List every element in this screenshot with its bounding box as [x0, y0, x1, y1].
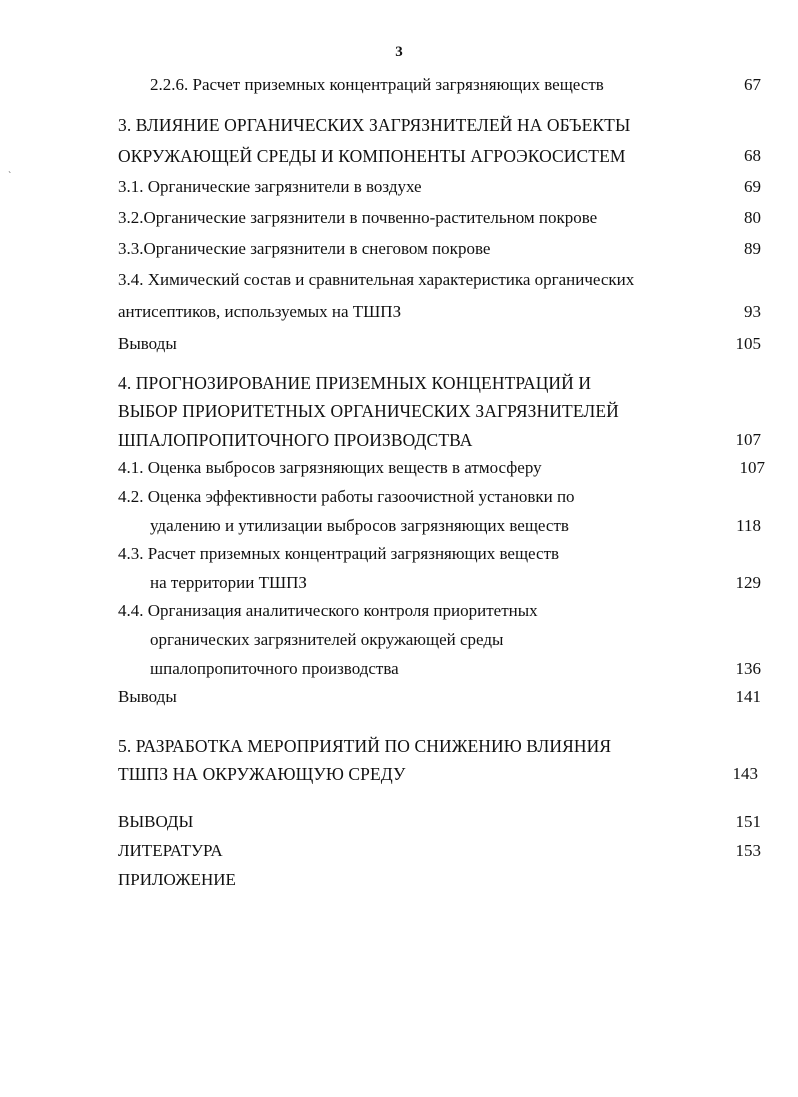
toc-entry-title: антисептиков, используемых на ТШПЗ	[118, 302, 402, 321]
toc-entry-title: 3.1. Органические загрязнители в воздухе	[118, 177, 422, 196]
toc-entry	[0, 143, 798, 169]
toc-entry	[0, 331, 798, 357]
toc-entry	[0, 656, 798, 682]
toc-entry-title: ТШПЗ НА ОКРУЖАЮЩУЮ СРЕДУ	[118, 764, 406, 784]
toc-entry-title: 4.1. Оценка выбросов загрязняющих веществ в атмосферу	[118, 458, 542, 477]
toc-entry	[0, 370, 798, 396]
toc-entry-title: 4.3. Расчет приземных концентраций загрязняющих веществ	[118, 544, 560, 563]
toc-entry-title: 3. ВЛИЯНИЕ ОРГАНИЧЕСКИХ ЗАГРЯЗНИТЕЛЕЙ НА ОБЪЕКТЫ	[118, 115, 631, 135]
toc-entry	[0, 299, 798, 325]
toc-entry-title: 3.4. Химический состав и сравнительная характеристика органических	[118, 270, 635, 289]
toc-entry-page: 141	[735, 687, 761, 706]
toc-entry	[0, 838, 798, 864]
toc-entry-page: 129	[735, 573, 761, 592]
toc-entry	[0, 513, 798, 539]
toc-entry-title: органических загрязнителей окружающей среды	[150, 630, 504, 649]
toc-entry	[0, 267, 798, 293]
toc-entry	[0, 398, 798, 424]
toc-entry-title: на территории ТШПЗ	[150, 573, 307, 592]
toc-entry	[0, 867, 798, 893]
toc-entry	[0, 809, 798, 835]
toc-entry-title: 4.2. Оценка эффективности работы газоочистной установки по	[118, 487, 575, 506]
toc-entry-page: 93	[744, 302, 761, 321]
toc-entry-title: 4. ПРОГНОЗИРОВАНИЕ ПРИЗЕМНЫХ КОНЦЕНТРАЦИЙ И	[118, 373, 592, 393]
toc-entry-page: 107	[739, 458, 765, 477]
toc-entry	[0, 570, 798, 596]
toc-entry-page: 68	[744, 146, 761, 165]
toc-entry	[0, 455, 798, 481]
page-number: 3	[395, 44, 403, 60]
toc-entry	[0, 112, 798, 138]
toc-entry-title: ШПАЛОПРОПИТОЧНОГО ПРОИЗВОДСТВА	[118, 430, 473, 450]
toc-entry-page: 107	[735, 430, 761, 449]
toc-entry-title: 2.2.6. Расчет приземных концентраций загрязняющих веществ	[150, 75, 604, 94]
toc-entry-title: Выводы	[118, 334, 177, 353]
toc-entry	[0, 236, 798, 262]
toc-entry	[0, 627, 798, 653]
toc-entry	[0, 684, 798, 710]
toc-entry-title: удалению и утилизации выбросов загрязняющих веществ	[150, 516, 569, 535]
toc-entry-page: 80	[744, 208, 761, 227]
toc-entry-title: ЛИТЕРАТУРА	[118, 841, 223, 860]
toc-entry-title: ВЫБОР ПРИОРИТЕТНЫХ ОРГАНИЧЕСКИХ ЗАГРЯЗНИТЕЛЕЙ	[118, 401, 619, 421]
toc-entry-title: Выводы	[118, 687, 177, 706]
toc-entry	[0, 72, 798, 98]
toc-entry	[0, 427, 798, 453]
toc-entry	[0, 761, 798, 787]
toc-entry-title: 5. РАЗРАБОТКА МЕРОПРИЯТИЙ ПО СНИЖЕНИЮ ВЛИЯНИЯ	[118, 736, 612, 756]
toc-entry-title: шпалопропиточного производства	[150, 659, 399, 678]
toc-entry-page: 118	[736, 516, 761, 535]
scan-mark: `	[8, 171, 12, 182]
toc-entry-title: 3.2.Органические загрязнители в почвенно-растительном покрове	[118, 208, 598, 227]
toc-entry	[0, 174, 798, 200]
toc-entry-page: 153	[735, 841, 761, 860]
toc-entry-page: 143	[732, 764, 758, 783]
toc-entry-title: 3.3.Органические загрязнители в снеговом покрове	[118, 239, 491, 258]
toc-entry-page: 136	[735, 659, 761, 678]
toc-entry-title: ОКРУЖАЮЩЕЙ СРЕДЫ И КОМПОНЕНТЫ АГРОЭКОСИСТЕМ	[118, 146, 626, 166]
toc-entry-page: 69	[744, 177, 761, 196]
toc-entry-page: 151	[735, 812, 761, 831]
toc-entry	[0, 733, 798, 759]
toc-entry-title: ВЫВОДЫ	[118, 812, 194, 831]
toc-entry	[0, 205, 798, 231]
toc-entry-title: 4.4. Организация аналитического контроля приоритетных	[118, 601, 538, 620]
toc-entry-page: 89	[744, 239, 761, 258]
toc-entry	[0, 598, 798, 624]
toc-entry-page: 105	[735, 334, 761, 353]
toc-entry-page: 67	[744, 75, 761, 94]
toc-entry	[0, 484, 798, 510]
toc-entry	[0, 541, 798, 567]
toc-entry-title: ПРИЛОЖЕНИЕ	[118, 870, 236, 889]
